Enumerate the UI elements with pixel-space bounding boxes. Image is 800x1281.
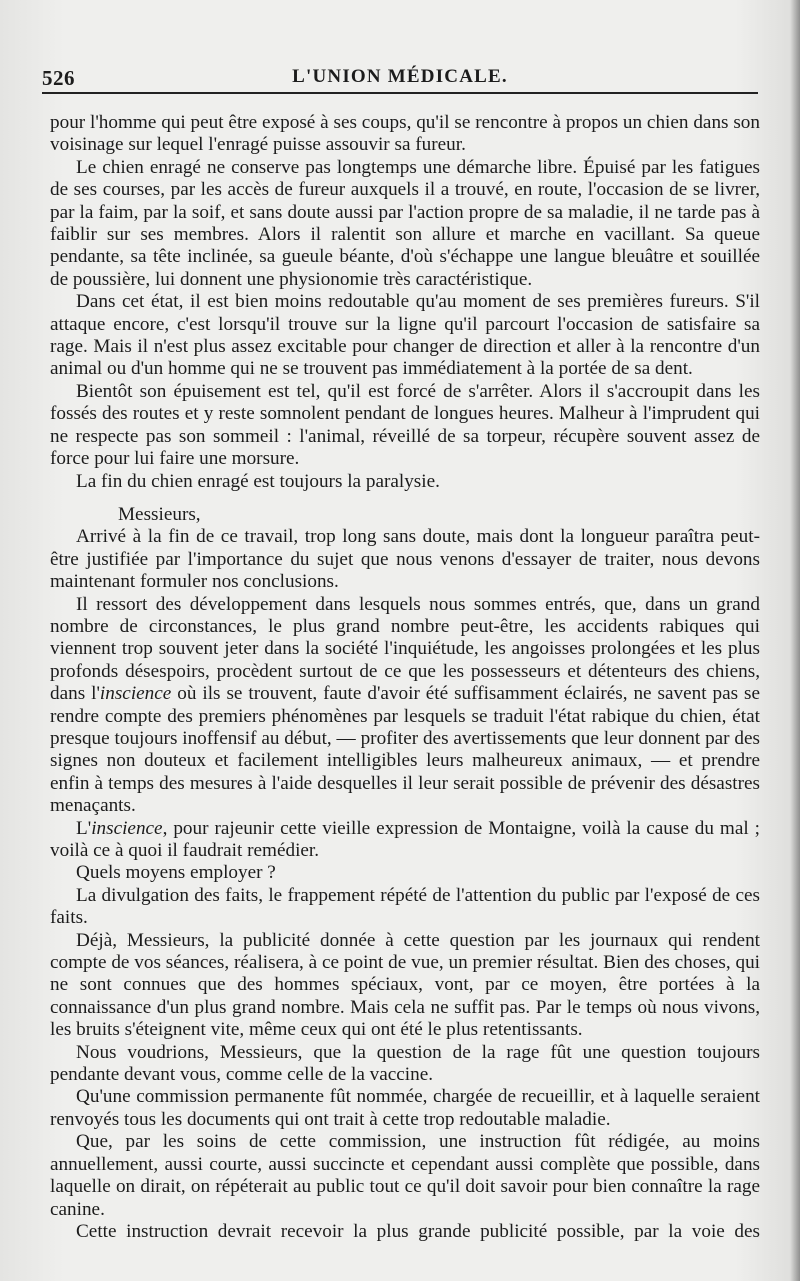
page-edge-shadow (790, 0, 800, 1281)
paragraph: Bientôt son épuisement est tel, qu'il est forcé de s'arrêter. Alors il s'accroupit dans les fossés des routes et y reste somnolent pendant de longues heures. Malheur à l'imprudent qui ne respecte pas son sommeil : l'animal, réveillé de sa torpeur, récupère souvent assez de force pour lui faire une morsure. (50, 380, 760, 470)
paragraph: Nous voudrions, Messieurs, que la question de la rage fût une question toujours pendante devant vous, comme celle de la vaccine. (50, 1041, 760, 1086)
text-run: Il ressort des développement dans lesquels nous sommes entrés, que, dans un grand nombre de circonstances, le plus grand nombre peut-être, les accidents rabiques qui viennent trop souvent jeter dans la société l'inquiétude, les angoisses prolongées et les plus profonds désespoirs, procèdent surtout de ce que les possesseurs et détenteurs des chiens, dans l' (50, 593, 760, 705)
body-text (50, 112, 760, 1243)
paragraph: Cette instruction devrait recevoir la plus grande publicité possible, par la voie des (76, 1220, 760, 1242)
page-number: 526 (42, 66, 75, 90)
page-header (42, 62, 758, 94)
paragraph: La divulgation des faits, le frappement répété de l'attention du public par l'exposé de ces faits. (50, 884, 760, 929)
paragraph: Que, par les soins de cette commission, une instruction fût rédigée, au moins annuellement, aussi courte, aussi succincte et cependant aussi complète que possible, dans laquelle on dirait, on répéterait au public tout ce qu'il doit savoir pour bien connaître la rage canine. (50, 1131, 760, 1220)
paragraph: Dans cet état, il est bien moins redoutable qu'au moment de ses premières fureurs. S'il attaque encore, c'est lorsqu'il trouve sur la ligne qu'il parcourt l'occasion de satisfaire sa rage. Mais il n'est plus assez excitable pour changer de direction et aller à la rencontre d'un animal ou d'un homme qui ne se trouvent pas immédiatement à la portée de sa dent. (50, 291, 760, 380)
italic-term: inscience (91, 817, 163, 839)
paragraph: La fin du chien enragé est toujours la paralysie. (76, 470, 440, 492)
paragraph: Arrivé à la fin de ce travail, trop long sans doute, mais dont la longueur paraîtra peut-être justifiée par l'importance du sujet que nous venons d'essayer de traiter, nous devons maintenant formuler nos conclusions. (50, 526, 760, 593)
paragraph (50, 818, 760, 863)
text-run: L' (76, 817, 92, 839)
paragraph: Qu'une commission permanente fût nommée, chargée de recueillir, et à laquelle seraient renvoyés tous les documents qui ont trait à cette trop redoutable maladie. (50, 1086, 760, 1130)
italic-term: inscience (99, 683, 172, 705)
paragraph (50, 594, 760, 818)
paragraph: Le chien enragé ne conserve pas longtemps une démarche libre. Épuisé par les fatigues de ses courses, par les accès de fureur auxquels il a trouvé, en route, l'occasion de se livrer, par la faim, par la soif, et sans doute aussi par l'action propre de sa maladie, il ne tarde pas à faiblir sur ses membres. Alors il ralentit son allure et marche en vacillant. Sa queue pendante, sa tête inclinée, sa gueule béante, d'où s'échappe une langue bleuâtre et souillée de poussière, lui donnent une physionomie très caractéristique. (50, 156, 760, 290)
text-run: où ils se trouvent, faute d'avoir été suffisamment éclairés, ne savent pas se rendre compte des premiers phénomènes par lesquels se traduit l'état rabique du chien, état presque toujours inoffensif au début, — profiter des avertissements que leur donnent par des signes non douteux et facilement intelligibles leurs malheureux animaux, — et prendre enfin à temps des mesures à l'aide desquelles il leur serait possible de prévenir des désastres menaçants. (50, 683, 760, 817)
paragraph: Quels moyens employer ? (76, 862, 276, 884)
paragraph: pour l'homme qui peut être exposé à ses coups, qu'il se rencontre à propos un chien dans son voisinage sur lequel l'enragé puisse assouvir sa fureur. (50, 112, 760, 156)
salutation: Messieurs, (118, 503, 201, 525)
text-run: , pour rajeunir cette vieille expression de Montaigne, voilà la cause du mal ; voilà ce à quoi il faudrait remédier. (50, 817, 760, 861)
paragraph: Déjà, Messieurs, la publicité donnée à cette question par les journaux qui rendent compte de vos séances, réalisera, à ce point de vue, un premier résultat. Bien des choses, qui ne sont connues que des hommes spéciaux, vont, par ce moyen, être portées à la connaissance d'un plus grand nombre. Mais cela ne suffit pas. Par le temps où nous vivons, les bruits s'éteignent vite, même ceux qui ont été le plus retentissants. (50, 929, 760, 1041)
running-title: L'UNION MÉDICALE. (292, 66, 508, 87)
